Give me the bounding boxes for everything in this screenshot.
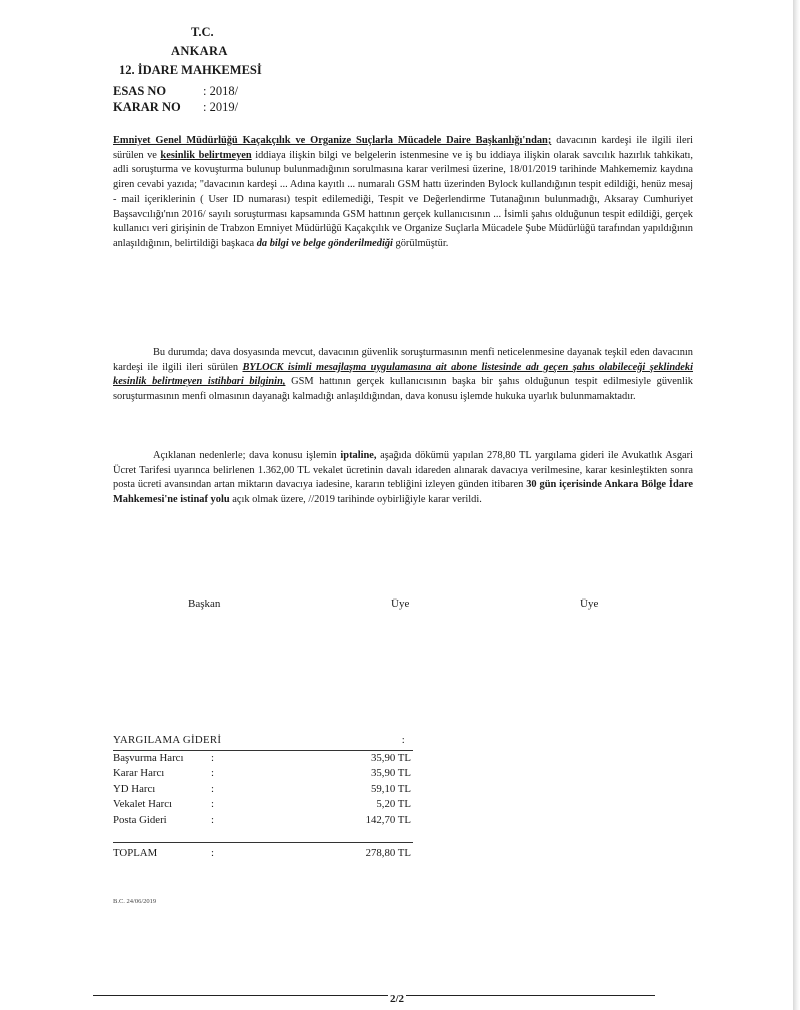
p1-text-3: görülmüştür. — [392, 237, 449, 249]
p3-text-1: Açıklanan nedenlerle; dava konusu işlemin — [153, 450, 341, 461]
p3-emphasis-1: iptaline, — [340, 450, 377, 461]
cost-label: Başvurma Harcı — [113, 751, 184, 764]
header-city: ANKARA — [171, 44, 228, 58]
page-number: 2/2 — [390, 993, 405, 1005]
cost-colon: : — [211, 767, 214, 779]
cost-label: Vekalet Harcı — [113, 798, 173, 810]
page-edge-shadow — [793, 0, 800, 1010]
p3-text-3: açık olmak üzere, //2019 tarihinde oybirliğiyle karar verildi. — [229, 494, 482, 506]
signature-member-1: Üye — [391, 598, 410, 610]
cost-amount: 142,70 TL — [365, 813, 411, 826]
cost-total-amount: 278,80 TL — [365, 847, 411, 859]
cost-amount: 5,20 TL — [376, 798, 411, 810]
cost-row — [113, 797, 413, 813]
cost-amount: 59,10 TL — [371, 782, 411, 795]
header-tc: T.C. — [191, 25, 214, 39]
cost-title: YARGILAMA GİDERİ — [113, 734, 222, 746]
paragraph-assessment — [113, 346, 693, 405]
karar-value: : 2019/ — [203, 100, 239, 114]
esas-label: ESAS NO — [113, 84, 167, 98]
p1-emphasis-2: da bilgi ve belge gönderilmediği — [256, 237, 393, 249]
cost-label: Karar Harcı — [113, 767, 165, 779]
p3-emphasis-2: 30 gün içerisinde Ankara Bölge İdare Mahkemesi'ne istinaf yolu — [113, 479, 693, 506]
esas-no — [113, 84, 238, 99]
header-court: 12. İDARE MAHKEMESİ — [119, 63, 262, 77]
p1-text-2: iddiaya ilişkin bilgi ve belgelerin istenmesine ve iş bu iddiaya ilişkin olarak savcılık hazırlık tahkikatı, adli soruşturma ve kovuşturma bulunup bulunmadığının sorulmasına karar verilmesi üzerine, 18/01/2019 tarihinde Mahkememiz kaydına giren cevabi yazıda; "davacının kardeşi ... Adına kayıtlı ... numaralı GSM hattı üzerinden Bylock kullandığının tespit edildiği, henüz mesaj - mail içeriklerinin ( User ID numarası) tespit edilemediği, Tespit ve Değerlendirme Tutanağının bulunmadığı, Aksaray Cumhuriyet Başsavcılığı'nın 2016/ sayılı soruşturması kapsamında GSM hattının gerçek kullanıcısının ... İsimli şahıs olduğunun tespit edildiği, gerçek kullanıcı veri girişinin de Trabzon Emniyet Müdürlüğü Kaçakçılık ve Organize Suçlarla Mücadele Şube Müdürlüğü tarafından yapıldığının anlaşıldığının, belirtildiği başkaca — [113, 149, 694, 249]
cost-total-colon: : — [211, 847, 214, 859]
cost-label: YD Harcı — [113, 782, 156, 795]
cost-row — [113, 751, 413, 767]
esas-value: : 2018/ — [203, 84, 239, 98]
cost-separator — [113, 842, 413, 843]
p2-emphasis: BYLOCK isimli mesajlaşma uygulamasına ait abone listesinde adı geçen şahıs olabileceği şeklindeki kesinlik belirtmeyen istihbari bilginin, — [113, 361, 694, 388]
signature-member-2: Üye — [580, 598, 599, 610]
cost-row — [113, 766, 413, 782]
paragraph-agency-response — [113, 134, 693, 252]
cost-colon: : — [211, 798, 214, 810]
footnote-initials: B.C. 24/06/2019 — [113, 898, 157, 905]
cost-total-label: TOPLAM — [113, 847, 158, 859]
agency-name: Emniyet Genel Müdürlüğü Kaçakçılık ve Organize Suçlarla Mücadele Daire Başkanlığı'ndan; — [113, 135, 552, 146]
cost-table — [113, 733, 413, 862]
signature-president: Başkan — [188, 598, 221, 610]
cost-row — [113, 782, 413, 798]
karar-no — [113, 100, 238, 115]
cost-row — [113, 813, 413, 829]
p2-text-2: GSM hattının gerçek kullanıcısının başka bir şahıs olduğunun tespit edilmesiyle güvenlik soruşturmasının menfi olmasının dayanağı kalmadığı anlaşıldığından, dava konusu işlemde hukuka uyarlık bulunmamaktadır. — [113, 376, 693, 403]
footer-rule — [93, 995, 655, 996]
cost-colon: : — [211, 813, 214, 826]
cost-amount: 35,90 TL — [371, 767, 411, 779]
p3-text-2: aşağıda dökümü yapılan 278,80 TL yargılama gideri ile Avukatlık Asgari Ücret Tarifesi uyarınca belirlenen 1.362,00 TL vekalet ücretinin davalı idareden alınarak davacıya verilmesine, karar kesinleştikten sonra posta ücreti avansından artan miktarın davacıya iadesine, kararın tebliğini izleyen günden itibaren — [113, 450, 693, 491]
cost-total-row — [113, 846, 413, 862]
cost-title-colon: : — [401, 734, 405, 746]
cost-rows — [113, 751, 413, 829]
cost-amount: 35,90 TL — [371, 751, 411, 764]
cost-colon: : — [211, 782, 214, 795]
cost-colon: : — [211, 751, 214, 764]
paragraph-decision — [113, 449, 693, 508]
p1-text-1: davacının kardeşi ile ilgili ileri sürülen ve — [113, 135, 693, 161]
karar-label: KARAR NO — [113, 100, 181, 114]
cost-label: Posta Gideri — [113, 813, 167, 826]
p1-emphasis: kesinlik belirtmeyen — [160, 149, 252, 161]
cost-title-row — [113, 733, 413, 751]
p2-text-1: Bu durumda; dava dosyasında mevcut, davacının güvenlik soruşturmasının menfi neticelenmesine dayanak teşkil eden davacının kardeşi ile ilgili ileri sürülen — [113, 347, 693, 373]
